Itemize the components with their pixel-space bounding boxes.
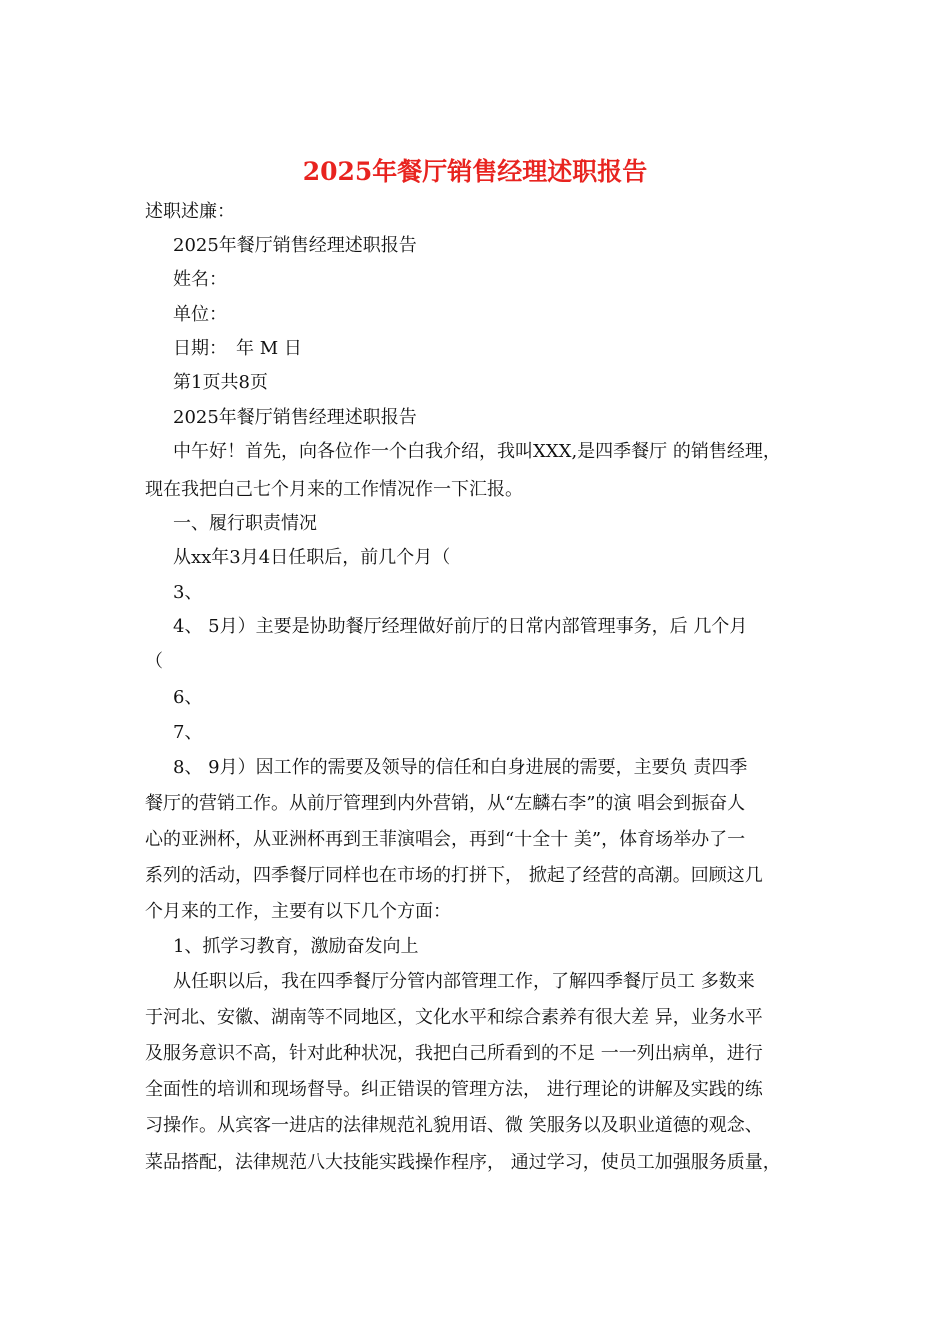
text-line: 日期： 年 M 日 bbox=[173, 338, 302, 359]
page-counter: 第1页共8页 bbox=[173, 372, 268, 393]
text-line: 7、 bbox=[173, 722, 203, 743]
text-line: 6、 bbox=[173, 687, 203, 708]
section-heading: 一、履行职责情况 bbox=[173, 513, 317, 534]
text-line: 从任职以后，我在四季餐厅分管内部管理工作，了解四季餐厅员工 多数来 bbox=[173, 971, 755, 992]
text-line: 姓名： bbox=[173, 269, 227, 290]
text-line: 2025年餐厅销售经理述职报告 bbox=[173, 235, 417, 256]
text-line: 心的亚洲杯，从亚洲杯再到王菲演唱会，再到“十全十 美”，体育场举办了一 bbox=[145, 829, 746, 850]
text-line: 中午好！首先，向各位作一个白我介绍，我叫XXX,是四季餐厅 的销售经理， bbox=[173, 441, 781, 462]
text-line: 单位： bbox=[173, 304, 227, 325]
text-line: 4、 5月）主要是协助餐厅经理做好前厅的日常内部管理事务，后 几个月 bbox=[173, 616, 748, 637]
text-line: 8、 9月）因工作的需要及领导的信任和白身进展的需要，主要负 责四季 bbox=[173, 757, 748, 778]
text-line: 述职述廉： bbox=[145, 201, 235, 222]
text-line: 习操作。从宾客一进店的法律规范礼貌用语、微 笑服务以及职业道德的观念、 bbox=[145, 1115, 763, 1136]
text-line: 个月来的工作，主要有以下几个方面： bbox=[145, 901, 451, 922]
text-line: 及服务意识不高，针对此种状况，我把白己所看到的不足 一一列出病单，进行 bbox=[145, 1043, 763, 1064]
text-line: 现在我把白己七个月来的工作情况作一下汇报。 bbox=[145, 479, 523, 500]
text-line: 于河北、安徽、湖南等不同地区，文化水平和综合素养有很大差 异，业务水平 bbox=[145, 1007, 763, 1028]
section-heading: 1、抓学习教育，激励奋发向上 bbox=[173, 936, 419, 957]
text-line: 餐厅的营销工作。从前厅管理到内外营销，从“左麟右李”的演 唱会到振奋人 bbox=[145, 793, 746, 814]
text-line: 3、 bbox=[173, 582, 203, 603]
text-line: 菜品搭配，法律规范八大技能实践操作程序， 通过学习，使员工加强服务质量， bbox=[145, 1152, 781, 1173]
document-title: 2025年餐厅销售经理述职报告 bbox=[302, 157, 648, 186]
text-line: 全面性的培训和现场督导。纠正错误的管理方法， 进行理论的讲解及实践的练 bbox=[145, 1079, 763, 1100]
text-line: 从xx年3月4日任职后，前几个月（ bbox=[173, 547, 451, 568]
text-line: 2025年餐厅销售经理述职报告 bbox=[173, 407, 417, 428]
text-line: （ bbox=[145, 651, 163, 672]
text-line: 系列的活动，四季餐厅同样也在市场的打拼下， 掀起了经营的高潮。回顾这几 bbox=[145, 865, 763, 886]
